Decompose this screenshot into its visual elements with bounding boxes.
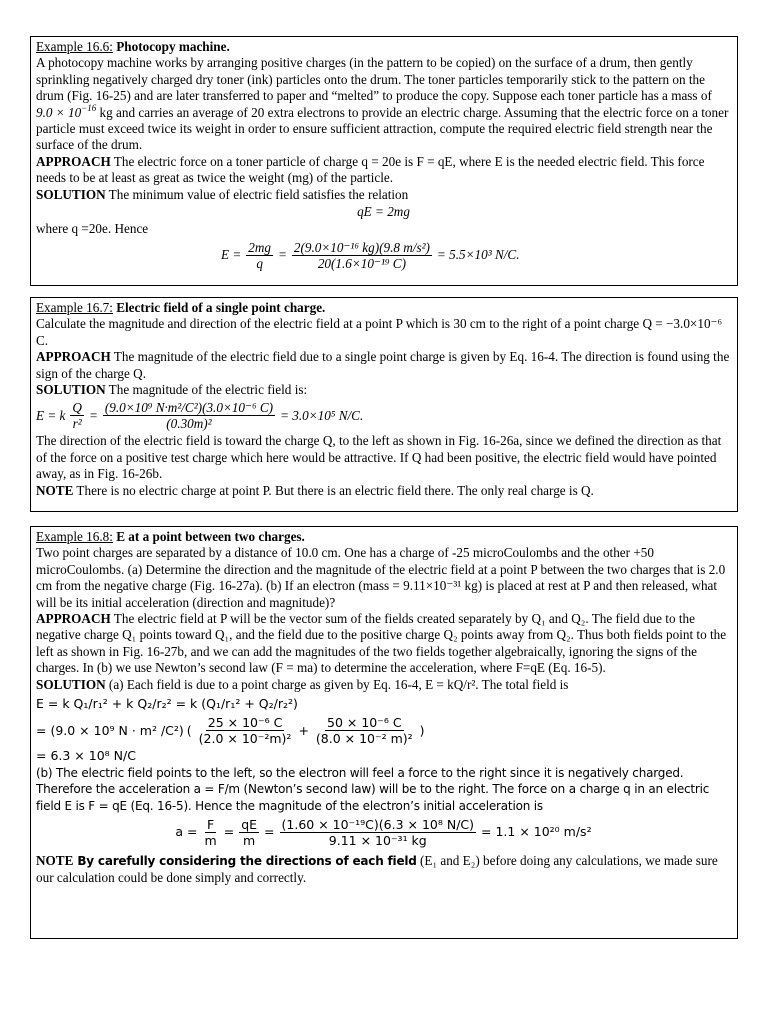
example-16-6-box <box>30 36 738 286</box>
approach-text: APPROACH The magnitude of the electric field due to a single point charge is given by Eq. 16-4. The direction is found using the sign of the charge Q. <box>36 349 730 381</box>
solution-text: SOLUTION The magnitude of the electric field is: <box>36 382 308 398</box>
field-equation: E = $\frac{2mg}{q}$ = $\frac{\text{2(9.0×10⁻¹⁶ kg)(9.8 m/s²)}}{\text{20(1.6×10⁻¹⁹ C)}}$ = 5.5×10³ N/C. <box>221 239 520 271</box>
mass-value: $9.0 \times 10^{-16}$ <box>36 102 97 120</box>
note-text: NOTE By carefully considering the directions of each field (E₁ and E₂) before doing any calculations, we made sure our calculation could be done simply and correctly. <box>36 853 718 885</box>
approach-text: APPROACH The electric force on a toner particle of charge q = 20e is F = qE, where E is the needed electric field. This force needs to be at least as great as twice the weight (mg) of the particle. <box>36 153 705 186</box>
note-text: NOTE There is no electric charge at point P. But there is an electric field there. The only real charge is Q. <box>36 482 594 498</box>
substitution-equation: = (9.0 × 10⁹ N · m² /C²) ( $\frac{\text{25 × 10⁻⁶ C}}{\text{(2.0 × 10⁻²m)²}}$ + $\frac{\text{50 × 10⁻⁶ C}}{\text{(8.0 × 10⁻² m)²}}$ ) <box>36 715 425 747</box>
part-b-text: (b) The electric field points to the left, so the electron will feel a force to the right since it is negatively charged. Therefore the acceleration a = F/m (Newton’s second law) will be to the right. The force on a charge q in an electric field E is F = qE (Eq. 16-5). Hence the magnitude of the electron’s initial acceleration is <box>36 765 710 813</box>
field-equation: E = k $\frac{Q}{\text{r²}}$ = $\frac{\text{(9.0×10⁹ N·m²/C²)(3.0×10⁻⁶ C)}}{\text{(0.30m)²}}$ = 3.0×10⁵ N/C. <box>36 400 364 432</box>
example-16-8-box <box>30 526 738 939</box>
example-label: Example 16.8: <box>36 529 113 544</box>
example-title: E at a point between two charges. <box>116 529 305 544</box>
example-16-7-box <box>30 297 738 512</box>
where-text: where q =20e. Hence <box>36 221 149 237</box>
total-field-equation: E = k Q₁/r₁² + k Q₂/r₂² = k (Q₁/r₁² + Q₂/r₂²) <box>36 696 298 712</box>
example-title: Photocopy machine. <box>116 39 230 54</box>
direction-text: The direction of the electric field is toward the charge Q, to the left as shown in Fig. 16-26a, since we defined the direction as that of the force on a positive test charge which here would be attractive. If Q had been positive, the electric field would have pointed away, as in Fig. 16-26b. <box>36 433 722 482</box>
problem-text: Calculate the magnitude and direction of the electric field at a point P which is 30 cm to the right of a point charge Q = −3.0×10⁻⁶ C. <box>36 316 723 348</box>
approach-text: APPROACH The electric field at P will be the vector sum of the fields created separately by Q₁ and Q₂. The field due to the negative charge Q₁ points toward Q₁, and the field due to the positive charge Q₂ points away from Q₂. Thus both fields point to the left as shown in Fig. 16-27b, and we can add the magnitudes of the two fields together algebraically, ignoring the signs of the charges. In (b) we use Newton’s second law (F = ma) to determine the acceleration, where F=qE (Eq. 16-5). <box>36 611 727 676</box>
problem-text: A photocopy machine works by arranging positive charges (in the pattern to be copied) on the surface of a drum, then gently sprinkling negatively charged dry toner (ink) particles onto the drum. The toner particles temporarily stick to the pattern on the drum (Fig. 16-25) and are later transferred to paper and “melted” to produce the copy. Suppose each toner particle has a mass of $9.0 \times 10^{-16}$ kg and carries an average of 20 extra electrons to provide an electric charge. Assuming that the electric force on a toner particle must exceed twice its weight in order to ensure sufficient attraction, compute the required electric field strength near the surface of the drum. <box>36 55 729 153</box>
problem-text: Two point charges are separated by a distance of 10.0 cm. One has a charge of -25 microCoulombs and the other +50 microCoulombs. (a) Determine the direction and the magnitude of the electric field at a point P between the two charges that is 2.0 cm from the negative charge (Fig. 16-27a). (b) If an electron (mass = 9.11×10⁻³¹ kg) is placed at rest at P and then released, what will be its initial acceleration (direction and magnitude)? <box>36 545 726 610</box>
example-label: Example 16.7: <box>36 300 113 315</box>
example-heading <box>36 529 731 545</box>
example-heading <box>36 39 731 55</box>
example-heading <box>36 300 731 316</box>
equation-relation: qE = 2mg <box>357 204 410 220</box>
solution-text: SOLUTION The minimum value of electric field satisfies the relation <box>36 186 409 202</box>
solution-text: SOLUTION (a) Each field is due to a point charge as given by Eq. 16-4, E = kQ/r². The total field is <box>36 676 569 692</box>
example-title: Electric field of a single point charge. <box>116 300 326 315</box>
field-result: = 6.3 × 10⁸ N/C <box>36 748 136 764</box>
acceleration-equation: a = $\frac{F}{m}$ = $\frac{qE}{m}$ = $\frac{\text{(1.60 × 10⁻¹⁹C)(6.3 × 10⁸ N/C)}}{\text{9.11 × 10⁻³¹ kg}}$ = 1.1 × 10²⁰ m/s² <box>175 817 592 849</box>
example-label: Example 16.6: <box>36 39 113 54</box>
